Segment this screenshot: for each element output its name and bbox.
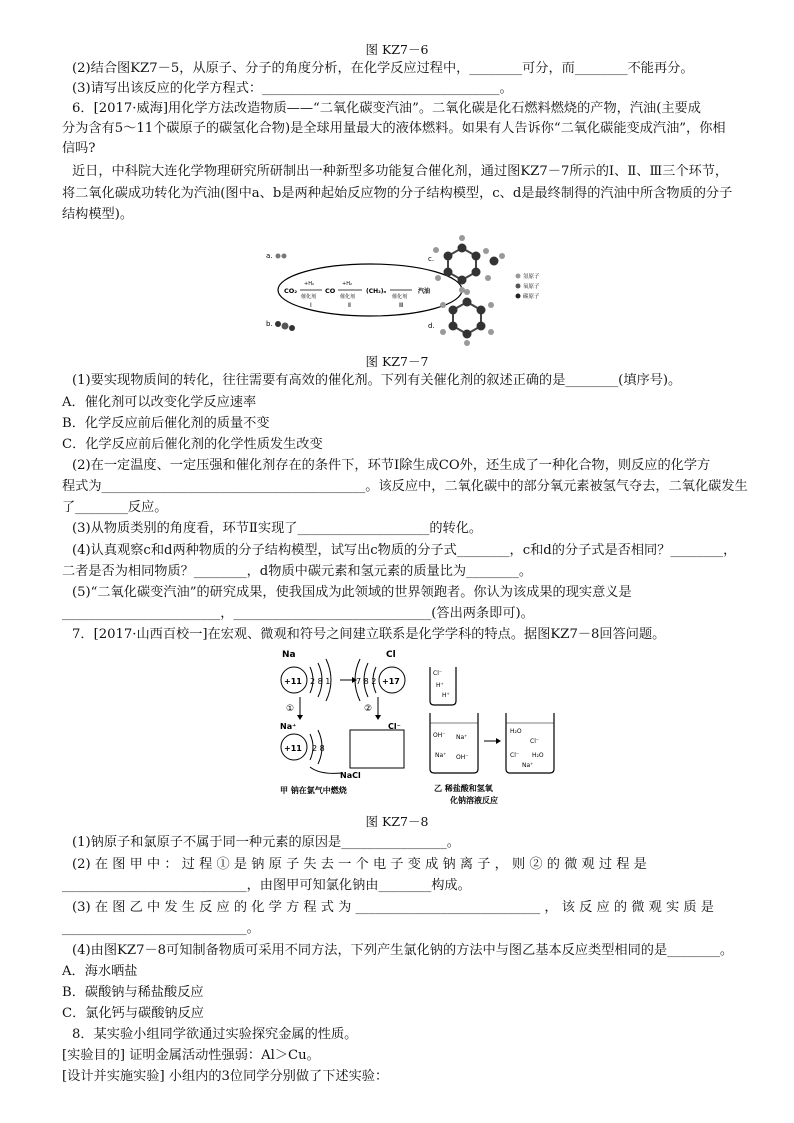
cat-label-3: 催化剂 bbox=[392, 294, 408, 300]
na-atom-label: Na bbox=[282, 650, 296, 660]
q6-stem-4: 近日，中科院大连化学物理研究所研制出一种新型多功能复合催化剂，通过图KZ7－7所示的Ⅰ、Ⅱ、Ⅲ三个环节， bbox=[72, 164, 729, 179]
q7-part1: (1)钠原子和氯原子不属于同一种元素的原因是________________。 bbox=[72, 835, 460, 850]
caption-yi-1: 乙 稀盐酸和氢氧 bbox=[434, 784, 493, 793]
blank-box bbox=[350, 730, 404, 768]
label-c: c. bbox=[428, 255, 435, 263]
svg-text:+11: +11 bbox=[284, 677, 302, 686]
svg-text:碳原子: 碳原子 bbox=[523, 294, 540, 300]
q7-part3-2: ____________________________。 bbox=[62, 921, 260, 936]
q7-option-a: A．海水晒盐 bbox=[62, 964, 138, 979]
q7-part2-1: (2) 在 图 甲 中 ： 过 程 ① 是 钠 原 子 失 去 一 个 电 子 变 成 钠 离 子 ， 则 ② 的 微 观 过 程 是 bbox=[72, 857, 647, 872]
svg-text:氢原子: 氢原子 bbox=[523, 274, 540, 280]
q6-part4-1: (4)认真观察c和d两种物质的分子结构模型，试写出c物质的分子式________，c和d的分子式是否相同？________， bbox=[72, 543, 737, 558]
q6-stem-5: 将二氧化碳成功转化为汽油(图中a、b是两种起始反应物的分子结构模型，c、d是最终制得的汽油中所含物质的分子 bbox=[62, 186, 733, 201]
q5-part3: (3)请写出该反应的化学方程式：____________________________________。 bbox=[72, 81, 513, 96]
svg-text:2 8: 2 8 bbox=[312, 744, 325, 753]
svg-text:OH⁻: OH⁻ bbox=[433, 732, 446, 739]
cl-atom-label: Cl bbox=[386, 650, 396, 660]
q6-part5-2: ________________________，______________________________(答出两条即可)。 bbox=[62, 606, 534, 621]
q6-stem-3: 信吗? bbox=[62, 141, 96, 156]
figure-caption-kz7-6: 图 KZ7－6 bbox=[365, 42, 429, 57]
q6-stem-6: 结构模型)。 bbox=[62, 207, 134, 222]
svg-text:+17: +17 bbox=[382, 677, 400, 686]
figure-caption-kz7-7: 图 KZ7－7 bbox=[365, 354, 429, 369]
co2-label: CO₂ bbox=[284, 287, 298, 295]
h2-label-2: +H₂ bbox=[342, 281, 352, 287]
h-atom bbox=[282, 254, 287, 259]
q6-part5-1: (5)“二氧化碳变汽油”的研究成果，使我国成为此领域的世界领跑者。你认为该成果的现实意义是 bbox=[72, 585, 632, 600]
step-1-label: Ⅰ bbox=[310, 302, 312, 309]
q5-part2: (2)结合图KZ7－5，从原子、分子的角度分析，在化学反应过程中，________可分，而________不能再分。 bbox=[72, 61, 694, 76]
step-3-label: Ⅲ bbox=[399, 302, 404, 309]
svg-text:Cl⁻: Cl⁻ bbox=[510, 752, 520, 759]
svg-text:2 8 1: 2 8 1 bbox=[310, 677, 331, 686]
label-b: b. bbox=[266, 320, 273, 328]
label-a: a. bbox=[266, 252, 273, 260]
svg-text:H⁺: H⁺ bbox=[442, 692, 450, 699]
diagram-jia bbox=[280, 650, 405, 795]
svg-text:H₂O: H₂O bbox=[510, 728, 522, 735]
q7-part3-1: (3) 在 图 乙 中 发 生 反 应 的 化 学 方 程 式 为 ____________________________ ， 该 反 应 的 微 观 实 质 是 bbox=[72, 900, 714, 915]
step-2-label: Ⅱ bbox=[348, 302, 351, 309]
gasoline-label: 汽油 bbox=[418, 288, 431, 295]
diagram-yi bbox=[430, 667, 554, 805]
svg-text:氧原子: 氧原子 bbox=[523, 284, 540, 290]
molecule-c bbox=[433, 235, 505, 293]
q8-purpose: [实验目的] 证明金属活动性强弱：Al＞Cu。 bbox=[62, 1048, 320, 1063]
q6-option-c: C．化学反应前后催化剂的化学性质发生改变 bbox=[62, 437, 323, 452]
q6-part1: (1)要实现物质间的转化，往往需要有高效的催化剂。下列有关催化剂的叙述正确的是________(填序号)。 bbox=[72, 373, 682, 388]
svg-text:Cl⁻: Cl⁻ bbox=[433, 670, 443, 677]
q7-part4: (4)由图KZ7－8可知制备物质可采用不同方法，下列产生氯化钠的方法中与图乙基本反应类型相同的是________。 bbox=[72, 943, 734, 958]
step-1: ① bbox=[286, 704, 295, 714]
legend bbox=[516, 272, 541, 300]
q7-part2-2: ____________________________，由图甲可知氯化钠由________构成。 bbox=[62, 878, 471, 893]
c-atom bbox=[282, 323, 289, 330]
svg-text:7 8 2: 7 8 2 bbox=[356, 677, 377, 686]
cat-label-1: 催化剂 bbox=[301, 294, 317, 300]
step-2: ② bbox=[364, 704, 373, 714]
na-ion-label: Na⁺ bbox=[280, 722, 297, 731]
ch2-label: (CH₂)ₙ bbox=[366, 288, 387, 295]
svg-text:OH⁻: OH⁻ bbox=[456, 754, 469, 761]
label-d: d. bbox=[428, 322, 435, 330]
svg-text:H⁺: H⁺ bbox=[436, 682, 444, 689]
q8-design: [设计并实施实验] 小组内的3位同学分别做了下述实验： bbox=[62, 1069, 389, 1084]
q6-option-b: B．化学反应前后催化剂的质量不变 bbox=[62, 416, 270, 431]
cl-ion-label: Cl⁻ bbox=[388, 722, 401, 731]
q6-stem-2: 分为含有5～11个碳原子的碳氢化合物)是全球用量最大的液体燃料。如果有人告诉你“二氧化碳能变成汽油”，你相 bbox=[62, 121, 726, 136]
figure-kz7-8 bbox=[270, 645, 570, 807]
svg-text:H₂O: H₂O bbox=[532, 752, 544, 759]
co-label: CO bbox=[325, 287, 336, 295]
o-atom bbox=[275, 321, 281, 327]
svg-text:+11: +11 bbox=[284, 744, 302, 753]
q7-option-c: C．氯化钙与碳酸钠反应 bbox=[62, 1006, 204, 1021]
q7-option-b: B．碳酸钠与稀盐酸反应 bbox=[62, 985, 204, 1000]
q7-stem: 7．[2017·山西百校一]在宏观、微观和符号之间建立联系是化学学科的特点。据图KZ7－8回答问题。 bbox=[72, 627, 666, 642]
q6-part2-3: 了________反应。 bbox=[62, 500, 168, 515]
svg-text:Na⁺: Na⁺ bbox=[435, 752, 447, 759]
o-atom bbox=[289, 325, 295, 331]
q8-stem: 8．某实验小组同学欲通过实验探究金属的性质。 bbox=[72, 1027, 358, 1042]
caption-yi-2: 化钠溶液反应 bbox=[450, 796, 498, 805]
h-atom bbox=[276, 254, 281, 259]
caption-jia: 甲 钠在氯气中燃烧 bbox=[280, 786, 347, 795]
q6-option-a: A．催化剂可以改变化学反应速率 bbox=[62, 395, 257, 410]
h2-label-1: +H₂ bbox=[304, 281, 314, 287]
nacl-label: NaCl bbox=[340, 771, 361, 780]
cat-label-2: 催化剂 bbox=[340, 294, 356, 300]
q6-stem-1: 6．[2017·威海]用化学方法改造物质——“二氧化碳变汽油”。二氧化碳是化石燃料燃烧的产物，汽油(主要成 bbox=[72, 101, 701, 116]
svg-text:Na⁺: Na⁺ bbox=[456, 734, 468, 741]
q6-part2-2: 程式为________________________________________。该反应中，二氧化碳中的部分氧元素被氢气夺去，二氧化碳发生 bbox=[62, 479, 748, 494]
figure-kz7-7 bbox=[262, 228, 552, 346]
q6-part3: (3)从物质类别的角度看，环节Ⅱ实现了____________________的转化。 bbox=[72, 521, 483, 536]
q6-part2-1: (2)在一定温度、一定压强和催化剂存在的条件下，环节Ⅰ除生成CO外，还生成了一种化合物，则反应的化学方 bbox=[72, 458, 711, 473]
q6-part4-2: 二者是否为相同物质？________，d物质中碳元素和氢元素的质量比为________。 bbox=[62, 564, 533, 579]
figure-caption-kz7-8: 图 KZ7－8 bbox=[365, 814, 429, 829]
svg-text:Cl⁻: Cl⁻ bbox=[530, 738, 540, 745]
svg-text:Na⁺: Na⁺ bbox=[522, 762, 534, 769]
molecule-d bbox=[440, 289, 494, 346]
